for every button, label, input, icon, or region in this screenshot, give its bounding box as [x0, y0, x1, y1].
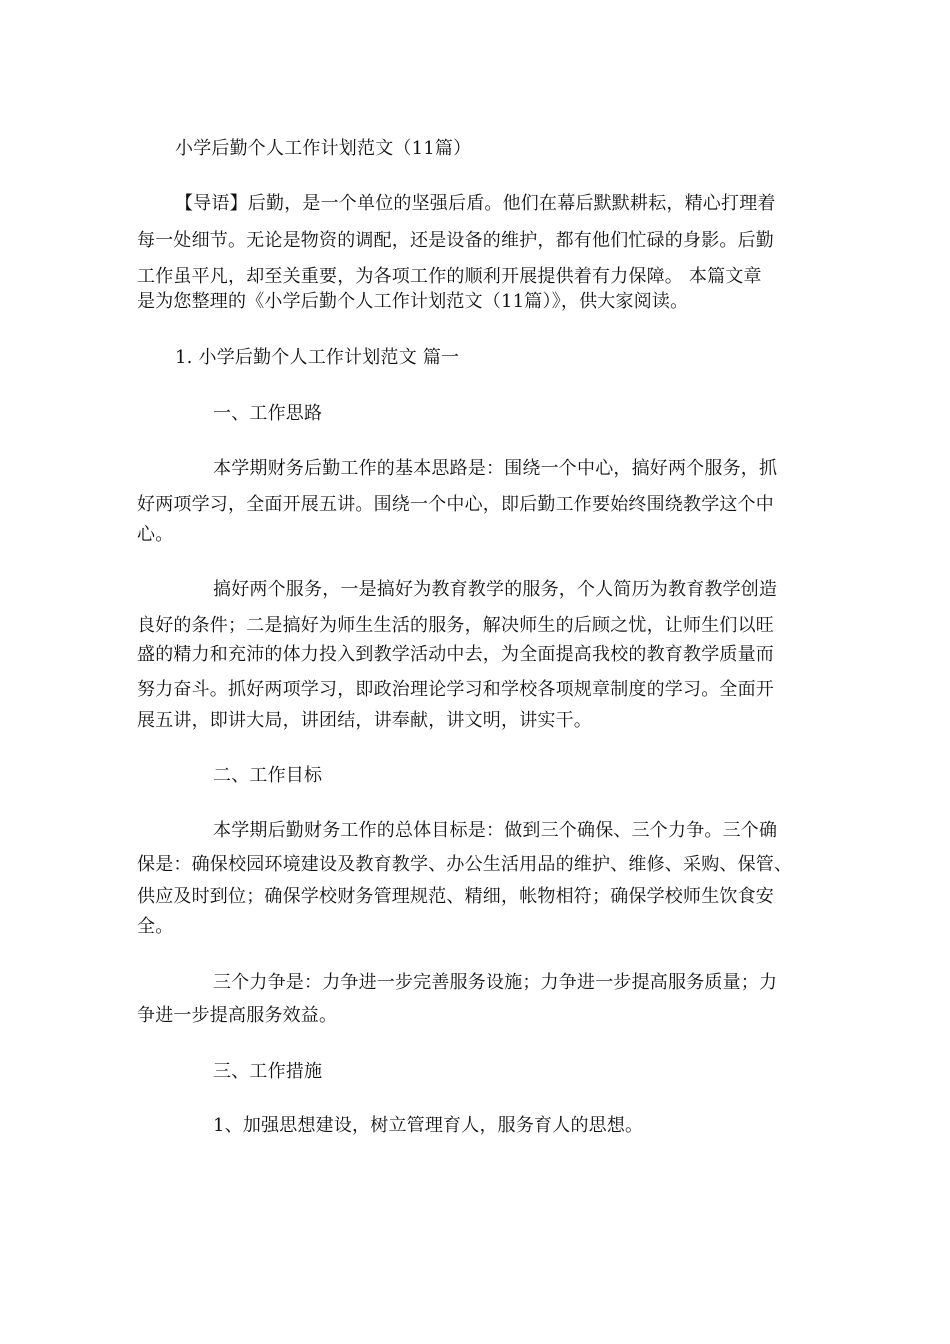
paragraph-line: 三个力争是：力争进一步完善服务设施；力争进一步提高服务质量；力	[213, 972, 778, 993]
measure-item: 1、加强思想建设，树立管理育人，服务育人的思想。	[213, 1115, 644, 1136]
heading-work-goals: 二、工作目标	[213, 765, 323, 786]
paragraph-line: 搞好两个服务，一是搞好为教育教学的服务，个人简历为教育教学创造	[213, 579, 778, 600]
heading-work-approach: 一、工作思路	[213, 403, 323, 424]
paragraph-line: 展五讲，即讲大局，讲团结，讲奉献，讲文明，讲实干。	[137, 710, 592, 731]
heading-work-measures: 三、工作措施	[213, 1061, 323, 1082]
paragraph-line: 心。	[137, 524, 174, 545]
paragraph-line: 盛的精力和充沛的体力投入到教学活动中去，为全面提高我校的教育教学质量而	[137, 644, 774, 665]
paragraph-line: 好两项学习，全面开展五讲。围绕一个中心，即后勤工作要始终围绕教学这个中	[137, 494, 774, 515]
paragraph-line: 供应及时到位；确保学校财务管理规范、精细，帐物相符；确保学校师生饮食安	[137, 886, 774, 907]
intro-line: 每一处细节。无论是物资的调配，还是设备的维护，都有他们忙碌的身影。后勤	[137, 230, 774, 251]
paragraph-line: 良好的条件；二是搞好为师生生活的服务，解决师生的后顾之忧，让师生们以旺	[137, 615, 774, 636]
paragraph-line: 争进一步提高服务效益。	[137, 1005, 338, 1026]
paragraph-line: 本学期后勤财务工作的总体目标是：做到三个确保、三个力争。三个确	[213, 820, 778, 841]
intro-line: 【导语】后勤，是一个单位的坚强后盾。他们在幕后默默耕耘，精心打理着	[175, 193, 776, 214]
paragraph-line: 努力奋斗。抓好两项学习，即政治理论学习和学校各项规章制度的学习。全面开	[137, 679, 774, 700]
document-title: 小学后勤个人工作计划范文（11篇）	[175, 138, 472, 159]
paragraph-line: 本学期财务后勤工作的基本思路是：围绕一个中心，搞好两个服务，抓	[213, 458, 778, 479]
intro-line: 工作虽平凡，却至关重要，为各项工作的顺利开展提供着有力保障。 本篇文章	[137, 266, 762, 287]
paragraph-line: 全。	[137, 916, 174, 937]
paragraph-line: 保是：确保校园环境建设及教育教学、办公生活用品的维护、维修、采购、保管、	[137, 854, 793, 875]
intro-line: 是为您整理的《小学后勤个人工作计划范文（11篇）》，供大家阅读。	[137, 291, 689, 312]
section-title: 1. 小学后勤个人工作计划范文 篇一	[175, 347, 460, 368]
